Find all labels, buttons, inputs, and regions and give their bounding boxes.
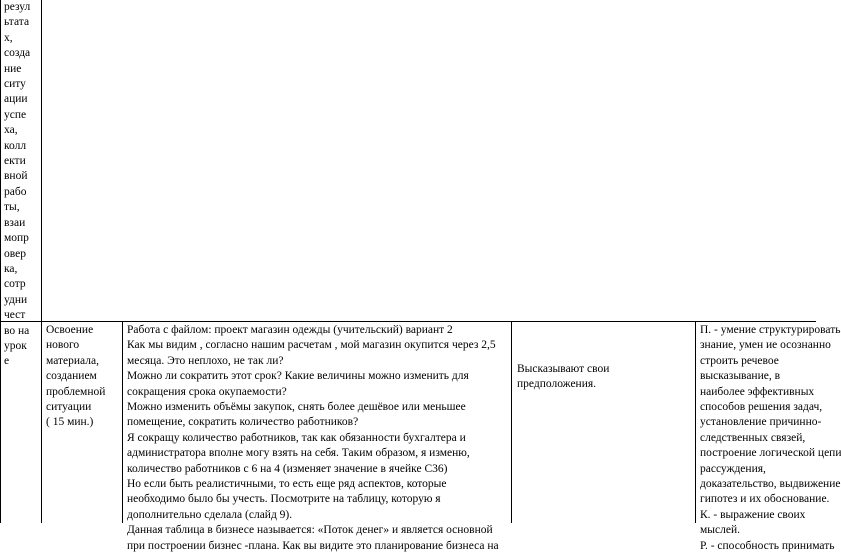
teacher-activity-cell	[127, 323, 509, 554]
teacher-text-line: администратора вполне могу взять на себя. Таким образом, я изменю,	[127, 447, 470, 460]
stage-text-line: проблемной	[46, 385, 106, 398]
goal-text-line: сотр	[4, 278, 26, 291]
uud-text-line: способов решения задач,	[700, 401, 823, 414]
stage-text-line: ситуации	[46, 401, 92, 414]
uud-text-line: наиболее эффективных	[700, 385, 815, 398]
goal-text-line: ние	[4, 62, 22, 75]
goal-text-line: чест	[4, 309, 26, 322]
teacher-text-line: количество работников с 6 на 4 (изменяет значение в ячейке С36)	[127, 462, 448, 475]
uud-text-line: рассуждения,	[700, 462, 766, 475]
table-border-left	[0, 0, 1, 523]
teacher-text-line: Можно изменить объёмы закупок, снять более дешёвое или меньшее	[127, 401, 466, 414]
top-row-goal-text	[4, 0, 40, 370]
goal-text-line: ты,	[4, 201, 20, 214]
stage-text-line: нового	[46, 339, 80, 352]
goal-text-line: успе	[4, 108, 27, 121]
stage-text-line: материала,	[46, 354, 99, 367]
teacher-text-line: Но если быть реалистичными, то есть еще ряд аспектов, которые	[127, 478, 447, 491]
table-row-divider	[0, 321, 816, 322]
stage-text	[46, 323, 120, 431]
goal-text-line: взаи	[4, 216, 26, 229]
stage-text-line: ( 15 мин.)	[46, 416, 94, 429]
teacher-text-line: помещение, сократить количество работников?	[127, 416, 359, 429]
goal-text-line: екти	[4, 155, 26, 168]
goal-text-line: резул	[4, 1, 31, 13]
goal-text-line: мопр	[4, 232, 29, 245]
teacher-text-line: необходимо было бы учесть. Посмотрите на таблицу, которую я	[127, 493, 441, 506]
table-border-col4	[695, 321, 696, 523]
table-border-col1	[41, 0, 42, 523]
uud-text-line: строить речевое	[700, 354, 779, 367]
uud-text-line: гипотез и их обоснование.	[700, 493, 830, 506]
goal-text-line: овер	[4, 247, 26, 260]
goal-text-line: вной	[4, 170, 28, 183]
uud-text-line: построение логической цепи	[700, 447, 841, 460]
uud-text-line: К. - выражение своих	[700, 508, 806, 521]
stage-text-line: созданием	[46, 370, 97, 383]
goal-text-line: ьтата	[4, 16, 30, 29]
goal-text-line: ситу	[4, 78, 26, 91]
top-row-goal-cell	[4, 0, 40, 370]
teacher-text-line: Работа с файлом: проект магазин одежды (учительский) вариант 2	[127, 324, 453, 336]
goal-text-line: во на	[4, 324, 30, 337]
teacher-text-line: месяца. Это неплохо, не так ли?	[127, 354, 284, 367]
goal-text-line: ации	[4, 93, 28, 106]
uud-text-line: доказательство, выдвижение	[700, 478, 841, 491]
uud-text-line: следственных связей,	[700, 431, 806, 444]
teacher-text-line: сокращения срока окупаемости?	[127, 385, 287, 398]
uud-text-line: знание, умен ие осознанно	[700, 339, 831, 352]
goal-text-line: е	[4, 355, 10, 368]
teacher-text-line: Данная таблица в бизнесе называется: «Поток денег» и является основной	[127, 524, 493, 537]
table-border-col3	[511, 321, 512, 523]
goal-text-line: рабо	[4, 185, 27, 198]
goal-text-line: урок	[4, 339, 27, 352]
teacher-text-line: Я сокращу количество работников, так как обязанности бухгалтера и	[127, 431, 466, 444]
table-border-col2	[122, 321, 123, 523]
teacher-text-line: при построении бизнес -плана. Как вы видите это планирование бизнеса на	[127, 539, 499, 552]
teacher-text-line: Как мы видим , согласно нашим расчетам , мой магазин окупится через 2,5	[127, 339, 496, 352]
uud-text-line: установление причинно-	[700, 416, 822, 429]
goal-text-line: ха,	[4, 124, 18, 137]
stage-cell	[46, 323, 120, 431]
student-activity-text	[517, 362, 693, 393]
uud-cell	[700, 323, 841, 554]
stage-text-line: Освоение	[46, 324, 94, 336]
goal-text-line: удни	[4, 293, 28, 306]
uud-text-line: П. - умение структурировать	[700, 324, 841, 336]
uud-text	[700, 323, 841, 554]
student-activity-cell	[517, 362, 693, 393]
goal-text-line: х,	[4, 31, 13, 44]
uud-text-line: высказывание, в	[700, 370, 781, 383]
teacher-activity-text	[127, 323, 509, 554]
goal-text-line: ка,	[4, 262, 18, 275]
teacher-text-line: Можно ли сократить этот срок? Какие величины можно изменить для	[127, 370, 469, 383]
uud-text-line: мыслей.	[700, 524, 740, 537]
goal-text-line: колл	[4, 139, 27, 152]
goal-text-line: созда	[4, 47, 31, 60]
student-text-line: Высказывают свои	[517, 363, 610, 375]
student-text-line: предположения.	[517, 378, 597, 391]
uud-text-line: Р. - способность принимать	[700, 539, 835, 552]
teacher-text-line: дополнительно сделала (слайд 9).	[127, 508, 293, 521]
